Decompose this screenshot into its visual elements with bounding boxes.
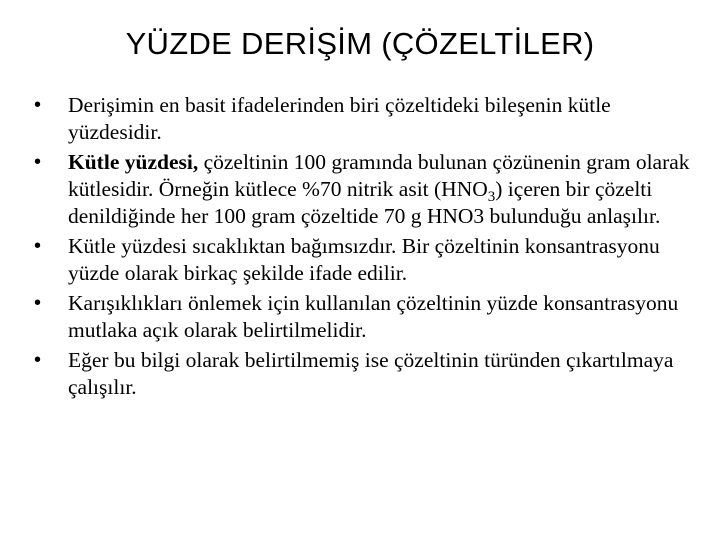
bullet-bold-lead: Kütle yüzdesi,	[68, 150, 199, 174]
slide-title: YÜZDE DERİŞİM (ÇÖZELTİLER)	[125, 26, 595, 61]
bullet-icon: •	[34, 151, 42, 173]
bullet-item-3	[34, 233, 694, 287]
chemical-subscript: 3	[487, 189, 496, 205]
bullet-item-5	[34, 347, 694, 401]
bullet-item-4	[34, 290, 694, 344]
bullet-icon: •	[34, 349, 42, 371]
bullet-icon: •	[34, 292, 42, 314]
bullet-text-part-a: çözeltinin 100 gramında bulunan çözünenin gram olarak kütlesidir. Örneğin kütlece %70 nitrik asit (HNO	[68, 150, 690, 201]
bullet-icon: •	[34, 235, 42, 257]
bullet-item-1	[34, 92, 694, 146]
bullet-text: Derişimin en basit ifadelerinden biri çözeltideki bileşenin kütle yüzdesidir.	[68, 93, 611, 144]
bullet-text: Eğer bu bilgi olarak belirtilmemiş ise çözeltinin türünden çıkartılmaya çalışılır.	[68, 348, 674, 399]
bullet-text: Karışıklıkları önlemek için kullanılan çözeltinin yüzde konsantrasyonu mutlaka açık olarak belirtilmelidir.	[68, 291, 679, 342]
bullet-icon: •	[34, 94, 42, 116]
bullet-item-2	[34, 149, 694, 230]
bullet-list	[34, 92, 694, 404]
bullet-text: Kütle yüzdesi sıcaklıktan bağımsızdır. Bir çözeltinin konsantrasyonu yüzde olarak birkaç şekilde ifade edilir.	[68, 234, 660, 285]
bullet-text-part-b: ) içeren bir çözelti denildiğinde her 100 gram çözeltide 70 g HNO3 bulunduğu anlaşılır.	[68, 177, 661, 228]
